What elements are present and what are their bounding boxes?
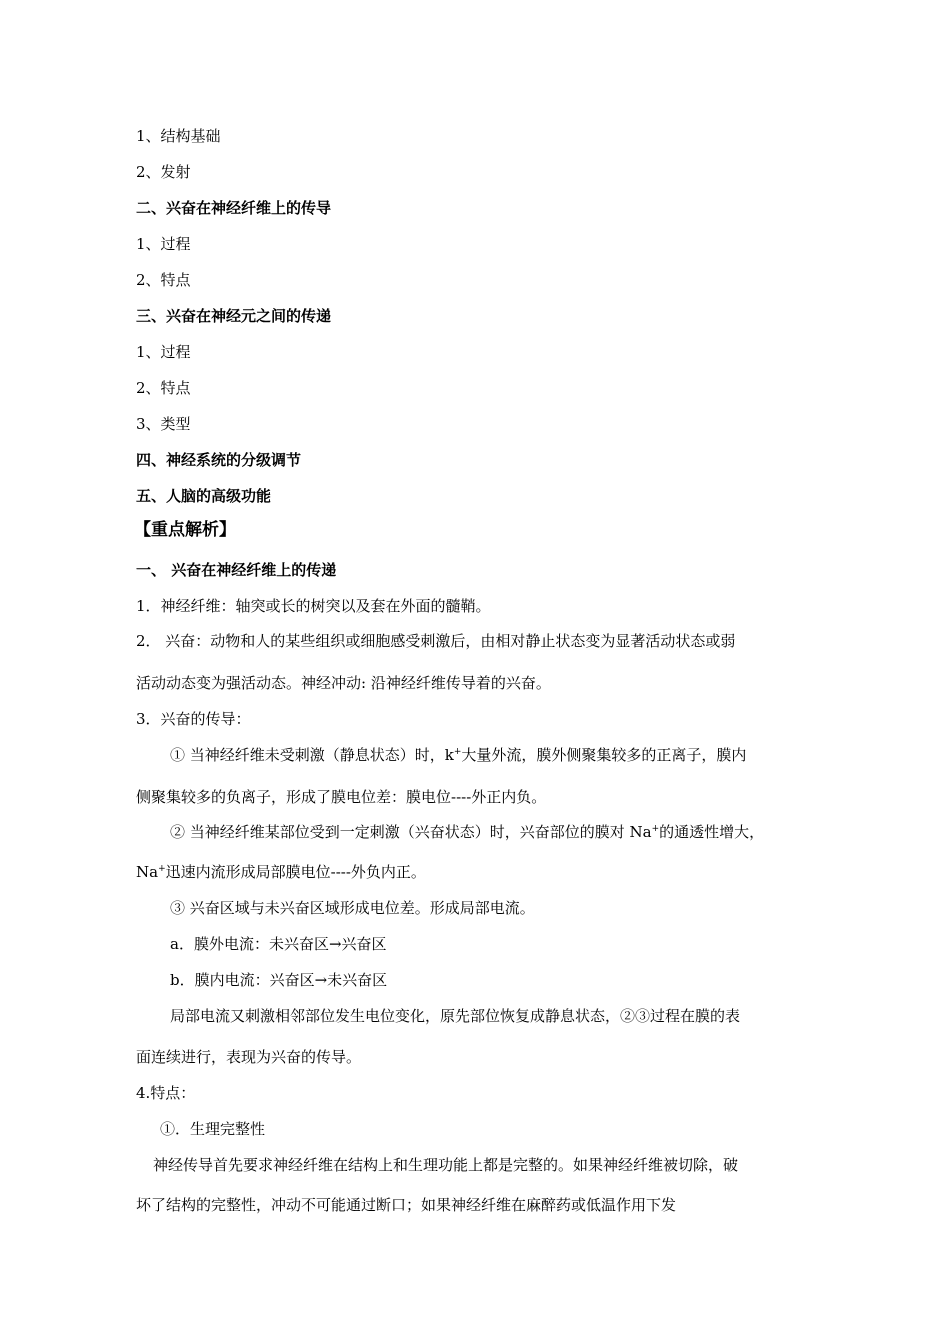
paragraph: 3．兴奋的传导： (136, 710, 251, 728)
paragraph: 4.特点： (136, 1084, 196, 1102)
text-run: 大量外流，膜外侧聚集较多的正离子，膜内 (461, 746, 747, 764)
outline-item: 1、过程 (136, 343, 191, 361)
paragraph: a．膜外电流：未兴奋区→兴奋区 (170, 935, 387, 953)
paragraph: b．膜内电流：兴奋区→未兴奋区 (170, 971, 388, 989)
paragraph (170, 745, 746, 765)
paragraph: ①．生理完整性 (160, 1120, 266, 1138)
paragraph: ③ 兴奋区域与未兴奋区域形成电位差。形成局部电流。 (170, 899, 535, 917)
outline-item: 1、结构基础 (136, 127, 221, 145)
outline-heading: 五、人脑的高级功能 (136, 487, 272, 505)
outline-item: 2、特点 (136, 271, 191, 289)
text-run: ② 当神经纤维某部位受到一定刺激（兴奋状态）时，兴奋部位的膜对 Na (170, 823, 652, 841)
paragraph: 2． 兴奋：动物和人的某些组织或细胞感受刺激后，由相对静止状态变为显著活动状态或弱 (136, 632, 736, 650)
paragraph: 面连续进行，表现为兴奋的传导。 (136, 1048, 362, 1066)
outline-heading: 二、兴奋在神经纤维上的传导 (136, 199, 332, 217)
outline-heading: 三、兴奋在神经元之间的传递 (136, 307, 332, 325)
paragraph (170, 822, 764, 842)
text-run: 的通透性增大， (659, 823, 765, 841)
section-heading: 一、 兴奋在神经纤维上的传递 (136, 561, 337, 579)
paragraph: 1．神经纤维：轴突或长的树突以及套在外面的髓鞘。 (136, 597, 491, 615)
outline-heading: 四、神经系统的分级调节 (136, 451, 302, 469)
paragraph: 神经传导首先要求神经纤维在结构上和生理功能上都是完整的。如果神经纤维被切除，破 (153, 1156, 739, 1174)
paragraph: 局部电流又刺激相邻部位发生电位变化，原先部位恢复成静息状态，②③过程在膜的表 (170, 1007, 741, 1025)
paragraph (136, 862, 426, 882)
superscript: + (651, 824, 660, 834)
text-run: ① 当神经纤维未受刺激（静息状态）时，k (170, 746, 454, 764)
outline-item: 1、过程 (136, 235, 191, 253)
outline-item: 3、类型 (136, 415, 191, 433)
superscript: + (453, 747, 462, 757)
analysis-title: 【重点解析】 (134, 520, 236, 540)
outline-item: 2、发射 (136, 163, 191, 181)
text-run: 迅速内流形成局部膜电位----外负内正。 (165, 863, 426, 881)
paragraph: 坏了结构的完整性，冲动不可能通过断口；如果神经纤维在麻醉药或低温作用下发 (136, 1196, 677, 1214)
superscript: + (158, 864, 166, 874)
outline-item: 2、特点 (136, 379, 191, 397)
text-run: Na (136, 863, 159, 881)
paragraph: 活动动态变为强活动态。神经冲动: 沿神经纤维传导着的兴奋。 (136, 674, 551, 692)
paragraph: 侧聚集较多的负离子，形成了膜电位差：膜电位----外正内负。 (136, 788, 547, 806)
